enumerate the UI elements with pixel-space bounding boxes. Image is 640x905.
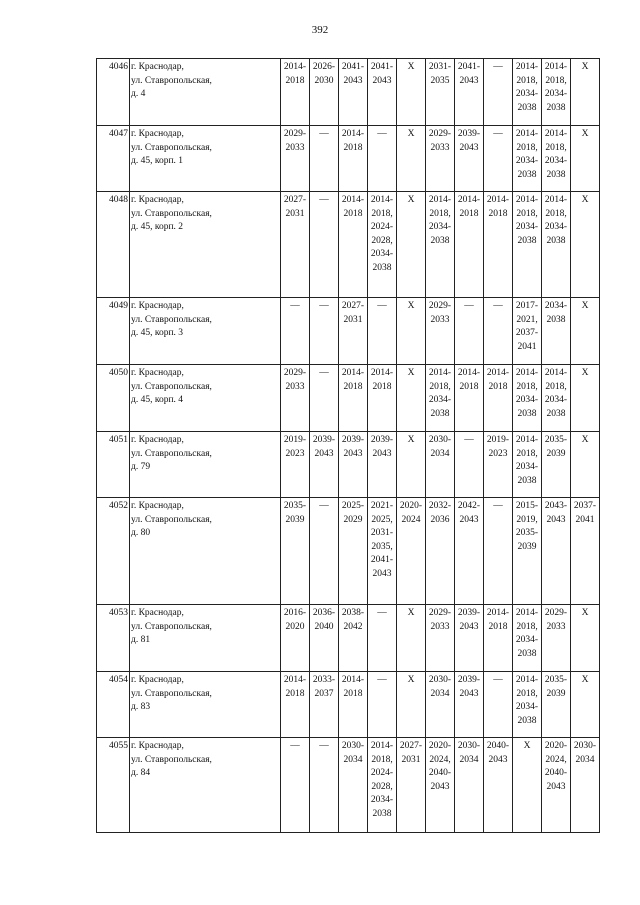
period-cell: — xyxy=(368,298,397,365)
period-cell: 2014- 2018, 2034- 2038 xyxy=(513,365,542,432)
address-line: ул. Ставропольская, xyxy=(131,621,212,632)
period-cell: X xyxy=(397,672,426,738)
period-cell: — xyxy=(455,298,484,365)
address-cell xyxy=(130,672,281,738)
period-cell: 2014- 2018, 2034- 2038 xyxy=(513,192,542,298)
address-cell xyxy=(130,126,281,192)
period-cell: — xyxy=(310,192,339,298)
period-cell: 2036- 2040 xyxy=(310,605,339,672)
address-cell xyxy=(130,432,281,498)
row-number: 4048 xyxy=(97,192,130,298)
period-cell: — xyxy=(281,738,310,833)
period-cell: 2042- 2043 xyxy=(455,498,484,605)
period-cell: 2029- 2033 xyxy=(281,365,310,432)
period-cell: 2035- 2039 xyxy=(542,672,571,738)
period-cell: 2014- 2018 xyxy=(455,365,484,432)
period-cell: 2014- 2018 xyxy=(339,672,368,738)
period-cell: 2014- 2018, 2034- 2038 xyxy=(542,365,571,432)
period-cell: 2041- 2043 xyxy=(455,59,484,126)
address-line: ул. Ставропольская, xyxy=(131,75,212,86)
address-cell xyxy=(130,59,281,126)
period-cell: 2014- 2018, 2034- 2038 xyxy=(426,365,455,432)
period-cell: — xyxy=(368,672,397,738)
period-cell: X xyxy=(397,605,426,672)
address-line: г. Краснодар, xyxy=(131,675,184,685)
address-line: д. 81 xyxy=(131,635,151,645)
period-cell: X xyxy=(571,59,600,126)
address-cell xyxy=(130,298,281,365)
period-cell: — xyxy=(484,126,513,192)
address-line: д. 45, корп. 3 xyxy=(131,328,184,338)
period-cell: 2029- 2033 xyxy=(426,126,455,192)
period-cell: 2037- 2041 xyxy=(571,498,600,605)
period-cell: — xyxy=(310,298,339,365)
period-cell: X xyxy=(397,192,426,298)
row-number: 4046 xyxy=(97,59,130,126)
period-cell: 2035- 2039 xyxy=(542,432,571,498)
address-line: д. 4 xyxy=(131,89,146,99)
period-cell: 2014- 2018 xyxy=(339,365,368,432)
period-cell: X xyxy=(571,365,600,432)
table-row xyxy=(97,672,600,738)
period-cell: 2021- 2025, 2031- 2035, 2041- 2043 xyxy=(368,498,397,605)
address-line: ул. Ставропольская, xyxy=(131,514,212,525)
period-cell: 2014- 2018 xyxy=(484,605,513,672)
address-line: г. Краснодар, xyxy=(131,435,184,445)
address-line: г. Краснодар, xyxy=(131,195,184,205)
address-line: ул. Ставропольская, xyxy=(131,448,212,459)
period-cell: 2014- 2018 xyxy=(281,672,310,738)
address-cell xyxy=(130,498,281,605)
address-line: д. 83 xyxy=(131,702,151,712)
period-cell: 2027- 2031 xyxy=(397,738,426,833)
period-cell: 2014- 2018 xyxy=(339,126,368,192)
period-cell: 2030- 2034 xyxy=(426,672,455,738)
period-cell: 2039- 2043 xyxy=(310,432,339,498)
period-cell: 2014- 2018, 2034- 2038 xyxy=(542,126,571,192)
address-line: ул. Ставропольская, xyxy=(131,688,212,699)
period-cell: 2033- 2037 xyxy=(310,672,339,738)
period-cell: — xyxy=(310,498,339,605)
address-cell xyxy=(130,365,281,432)
address-line: г. Краснодар, xyxy=(131,501,184,511)
period-cell: X xyxy=(397,59,426,126)
period-cell: 2029- 2033 xyxy=(426,605,455,672)
row-number: 4047 xyxy=(97,126,130,192)
period-cell: 2014- 2018 xyxy=(339,192,368,298)
period-cell: — xyxy=(368,126,397,192)
period-cell: 2038- 2042 xyxy=(339,605,368,672)
table-row xyxy=(97,605,600,672)
row-number: 4055 xyxy=(97,738,130,833)
period-cell: 2031- 2035 xyxy=(426,59,455,126)
period-cell: 2014- 2018, 2024- 2028, 2034- 2038 xyxy=(368,738,397,833)
period-cell: 2030- 2034 xyxy=(426,432,455,498)
period-cell: 2041- 2043 xyxy=(368,59,397,126)
period-cell: 2034- 2038 xyxy=(542,298,571,365)
period-cell: 2032- 2036 xyxy=(426,498,455,605)
period-cell: — xyxy=(455,432,484,498)
period-cell: 2035- 2039 xyxy=(281,498,310,605)
period-cell: 2040- 2043 xyxy=(484,738,513,833)
address-line: г. Краснодар, xyxy=(131,608,184,618)
period-cell: 2014- 2018, 2034- 2038 xyxy=(513,126,542,192)
row-number: 4054 xyxy=(97,672,130,738)
period-cell: 2019- 2023 xyxy=(484,432,513,498)
table-row xyxy=(97,298,600,365)
period-cell: 2029- 2033 xyxy=(426,298,455,365)
period-cell: 2014- 2018, 2034- 2038 xyxy=(513,605,542,672)
address-line: д. 45, корп. 2 xyxy=(131,222,184,232)
period-cell: 2043- 2043 xyxy=(542,498,571,605)
period-cell: 2027- 2031 xyxy=(339,298,368,365)
period-cell: 2020- 2024, 2040- 2043 xyxy=(426,738,455,833)
period-cell: X xyxy=(571,605,600,672)
period-cell: 2020- 2024 xyxy=(397,498,426,605)
table-row xyxy=(97,59,600,126)
period-cell: — xyxy=(310,365,339,432)
period-cell: 2039- 2043 xyxy=(368,432,397,498)
period-cell: X xyxy=(571,672,600,738)
address-line: г. Краснодар, xyxy=(131,741,184,751)
period-cell: 2014- 2018 xyxy=(484,192,513,298)
period-cell: 2014- 2018, 2034- 2038 xyxy=(513,59,542,126)
period-cell: 2014- 2018, 2034- 2038 xyxy=(513,432,542,498)
period-cell: — xyxy=(484,298,513,365)
period-cell: 2014- 2018, 2034- 2038 xyxy=(542,59,571,126)
table-row xyxy=(97,738,600,833)
period-cell: 2041- 2043 xyxy=(339,59,368,126)
period-cell: 2026- 2030 xyxy=(310,59,339,126)
period-cell: 2014- 2018 xyxy=(281,59,310,126)
address-line: г. Краснодар, xyxy=(131,368,184,378)
period-cell: 2014- 2018, 2034- 2038 xyxy=(513,672,542,738)
address-cell xyxy=(130,738,281,833)
row-number: 4053 xyxy=(97,605,130,672)
address-line: д. 80 xyxy=(131,528,151,538)
row-number: 4052 xyxy=(97,498,130,605)
page-number: 392 xyxy=(311,24,329,36)
period-cell: X xyxy=(571,298,600,365)
table-row xyxy=(97,365,600,432)
period-cell: 2017- 2021, 2037- 2041 xyxy=(513,298,542,365)
period-cell: — xyxy=(484,59,513,126)
period-cell: 2039- 2043 xyxy=(455,672,484,738)
period-cell: 2039- 2043 xyxy=(455,126,484,192)
period-cell: 2014- 2018 xyxy=(455,192,484,298)
period-cell: 2014- 2018, 2034- 2038 xyxy=(542,192,571,298)
period-cell: 2016- 2020 xyxy=(281,605,310,672)
address-line: г. Краснодар, xyxy=(131,62,184,72)
period-cell: — xyxy=(368,605,397,672)
row-number: 4049 xyxy=(97,298,130,365)
period-cell: 2029- 2033 xyxy=(281,126,310,192)
period-cell: X xyxy=(397,432,426,498)
address-line: г. Краснодар, xyxy=(131,301,184,311)
period-cell: — xyxy=(484,672,513,738)
period-cell: 2019- 2023 xyxy=(281,432,310,498)
table-row xyxy=(97,126,600,192)
address-line: д. 45, корп. 1 xyxy=(131,156,184,166)
period-cell: — xyxy=(484,498,513,605)
period-cell: X xyxy=(397,365,426,432)
period-cell: X xyxy=(571,432,600,498)
row-number: 4050 xyxy=(97,365,130,432)
row-number: 4051 xyxy=(97,432,130,498)
period-cell: 2025- 2029 xyxy=(339,498,368,605)
period-cell: X xyxy=(571,126,600,192)
period-cell: 2014- 2018 xyxy=(484,365,513,432)
period-cell: X xyxy=(513,738,542,833)
period-cell: 2030- 2034 xyxy=(571,738,600,833)
address-cell xyxy=(130,605,281,672)
period-cell: X xyxy=(397,298,426,365)
period-cell: 2015- 2019, 2035- 2039 xyxy=(513,498,542,605)
table-row xyxy=(97,192,600,298)
address-line: ул. Ставропольская, xyxy=(131,142,212,153)
address-line: ул. Ставропольская, xyxy=(131,314,212,325)
address-cell xyxy=(130,192,281,298)
period-cell: 2039- 2043 xyxy=(455,605,484,672)
period-cell: 2014- 2018, 2034- 2038 xyxy=(426,192,455,298)
address-line: д. 45, корп. 4 xyxy=(131,395,184,405)
period-cell: 2030- 2034 xyxy=(455,738,484,833)
period-cell: — xyxy=(310,738,339,833)
address-line: д. 79 xyxy=(131,462,151,472)
period-cell: — xyxy=(281,298,310,365)
period-cell: X xyxy=(397,126,426,192)
period-cell: 2039- 2043 xyxy=(339,432,368,498)
schedule-table xyxy=(96,58,600,833)
address-line: г. Краснодар, xyxy=(131,129,184,139)
period-cell: — xyxy=(310,126,339,192)
period-cell: 2027- 2031 xyxy=(281,192,310,298)
period-cell: X xyxy=(571,192,600,298)
period-cell: 2020- 2024, 2040- 2043 xyxy=(542,738,571,833)
period-cell: 2030- 2034 xyxy=(339,738,368,833)
period-cell: 2014- 2018, 2024- 2028, 2034- 2038 xyxy=(368,192,397,298)
table-row xyxy=(97,432,600,498)
address-line: д. 84 xyxy=(131,768,151,778)
address-line: ул. Ставропольская, xyxy=(131,381,212,392)
period-cell: 2014- 2018 xyxy=(368,365,397,432)
address-line: ул. Ставропольская, xyxy=(131,208,212,219)
period-cell: 2029- 2033 xyxy=(542,605,571,672)
address-line: ул. Ставропольская, xyxy=(131,754,212,765)
table-row xyxy=(97,498,600,605)
